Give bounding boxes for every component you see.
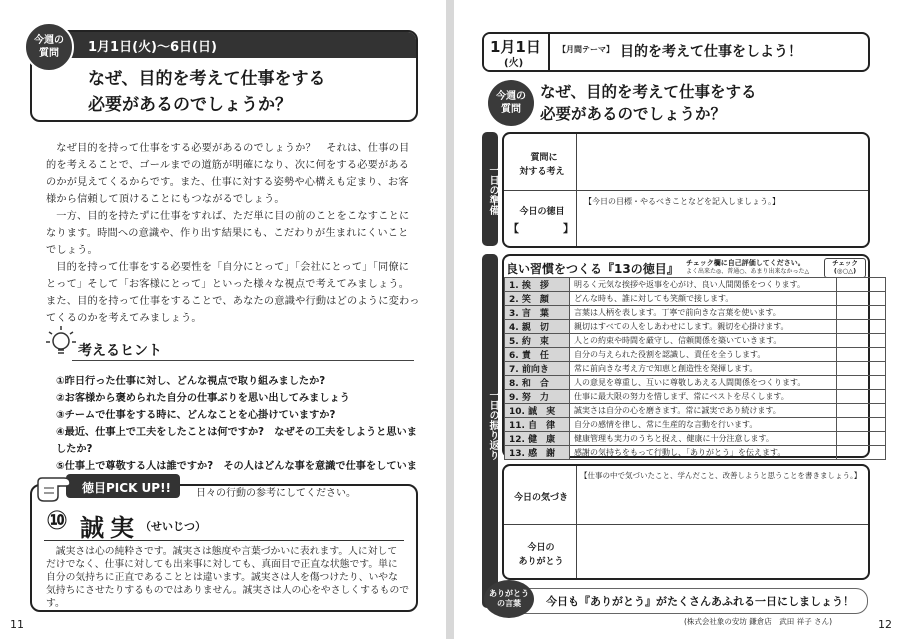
para-1-line: のかが見えてくるからです。また、仕事に対する姿勢や心構えも定まり、お客 (46, 177, 409, 188)
virtue-name-cell: 6. 責 任 (505, 348, 570, 362)
q-thoughts-label-1: 質問に (530, 153, 558, 163)
check-cell[interactable] (837, 292, 886, 306)
hint-item: ⑤仕事上で尊敬する人は誰ですか? その人はどんな事を意識で仕事をしていま (56, 461, 417, 472)
prep-divider (504, 190, 868, 191)
virtue-name-cell: 7. 前向き (505, 362, 570, 376)
table-row (505, 334, 886, 348)
table-row (505, 320, 886, 334)
virtue-name-cell: 5. 約 束 (505, 334, 570, 348)
table-row (505, 376, 886, 390)
table-row (505, 446, 886, 460)
check-cell[interactable] (837, 348, 886, 362)
para-3-line: とって」そして「お客様にとって」といった様々な視点で考えてみましょう。 (46, 279, 410, 290)
check-instruction-2: よく出来た◎、普通○、あまり出来なかった△ (686, 268, 810, 275)
question-line-2: 必要があるのでしょうか？ (540, 105, 727, 123)
virtue-text-line: 自分の気持ちに正直であることとは違います。誠実さは人を傷つけたり、いやな (46, 572, 398, 583)
check-cell[interactable] (837, 432, 886, 446)
virtue-desc-cell: 常に前向きな考え方で知恵と創造性を発揮します。 (570, 362, 837, 376)
check-cell[interactable] (837, 446, 886, 460)
virtue-name-cell: 2. 笑 顔 (505, 292, 570, 306)
today-virtue-brackets: 【 】 (508, 222, 574, 235)
table-row (505, 278, 886, 292)
right-page (454, 0, 900, 639)
virtue-desc-cell: 親切はすべての人をしあわせにします。親切を心掛けます。 (570, 320, 837, 334)
virtue-name-cell: 12. 健 康 (505, 432, 570, 446)
monthly-theme: 目的を考えて仕事をしよう！ (620, 44, 802, 60)
thanks-text: 今日も『ありがとう』がたくさんあふれる一日にしましょう！ (546, 595, 854, 608)
para-1-line: 的を考えることで、ゴールまでの道筋が明確になり、次に何をする必要がある (46, 160, 410, 171)
page-number-left: 11 (10, 618, 24, 631)
virtue-reading: （せいじつ） (140, 520, 206, 533)
credit: (株式会社象の安坊 鎌倉店 武田 祥子 さん) (684, 617, 833, 626)
virtue-text-line: 気持ちにさせたりするものではありません。誠実さは人の心をやさしくするもので (46, 585, 410, 596)
today-notice-label: 今日の気づき (513, 493, 568, 503)
virtue-number: ⑩ (46, 506, 69, 536)
check-cell[interactable] (837, 306, 886, 320)
virtue-desc-cell: 誠実さは自分の心を磨きます。常に誠実であり続けます。 (570, 404, 837, 418)
para-1-line: なぜ目的を持って仕事をする必要があるのでしょうか？ それは、仕事の目 (56, 143, 410, 154)
virtue-text (46, 545, 410, 610)
virtue-name-cell: 10. 誠 実 (505, 404, 570, 418)
body-text (46, 140, 420, 327)
hint-item: ①昨日行った仕事に対し、どんな視点で取り組みましたか? (56, 376, 326, 387)
para-2-line: でしょう。 (46, 245, 98, 256)
hint-item: ④最近、仕事上で工夫をしたことは何ですか? なぜその工夫をしようと思いましたか? (56, 427, 417, 455)
page-number-right: 12 (878, 618, 892, 631)
prep-label: 一日の準備 (487, 165, 498, 215)
virtue-desc-cell: 人の意見を尊重し、互いに尊敬しあえる人間関係をつくります。 (570, 376, 837, 390)
week-question-badge: 今週の質問 (24, 22, 74, 72)
pickup-note: 日々の行動の参考にしてください。 (196, 488, 356, 499)
date-day: (火) (504, 58, 524, 69)
question-line-1: なぜ、目的を考えて仕事をする (540, 83, 757, 101)
check-cell[interactable] (837, 376, 886, 390)
prep-box (502, 132, 870, 248)
hint-title: 考えるヒント (78, 343, 162, 359)
table-row (505, 362, 886, 376)
today-goal-note: 【今日の目標・やるべきことなどを記入しましょう。】 (584, 197, 780, 206)
virtue-desc-cell: 人との約束や時間を厳守し、信頼関係を築いていきます。 (570, 334, 837, 348)
pointing-hand-icon (34, 474, 78, 508)
check-cell[interactable] (837, 418, 886, 432)
virtue-name-cell: 9. 努 力 (505, 390, 570, 404)
virtue-desc-cell: 仕事に最大限の努力を惜しまず、常にベストを尽くします。 (570, 390, 837, 404)
virtue-desc-cell: 明るく元気な挨拶や返事を心がけ、良い人間関係をつくります。 (570, 278, 837, 292)
today-thanks-label-1: 今日の (527, 543, 555, 553)
virtue-desc-cell: 言葉は人柄を表します。丁寧で前向きな言葉を使います。 (570, 306, 837, 320)
table-row (505, 404, 886, 418)
para-3-line: 目的を持って仕事をする必要性を「自分にとって」「会社にとって」「同僚に (56, 262, 410, 273)
thanks-badge: ありがとうの言葉 (484, 580, 534, 618)
virtue-name-cell: 4. 親 切 (505, 320, 570, 334)
para-2-line: なります。時間への意識や、作り出す結果にも、こだわりが生まれにくいこと (46, 228, 409, 239)
review-label: 一日の振り返り (487, 390, 498, 460)
para-3-line: てくるのかを考えてみましょう。 (46, 313, 202, 324)
table-row (505, 418, 886, 432)
left-page (0, 0, 446, 639)
para-3-line: また、目的を持って仕事をすることで、あなたの意識や行動はどのように変わっ (46, 296, 420, 307)
virtue-name: 誠実 (80, 514, 140, 542)
check-cell[interactable] (837, 404, 886, 418)
virtue-name-rule (44, 540, 404, 541)
pickup-label: 徳目PICK UP!! (82, 481, 172, 495)
hint-title-rule (72, 360, 414, 361)
today-virtue-label: 今日の徳目 (519, 207, 565, 217)
virtue-desc-cell: 自分の与えられた役割を認識し、責任を全うします。 (570, 348, 837, 362)
date-main: 1月1日 (490, 38, 541, 56)
reflection-box (502, 464, 870, 580)
check-instruction-1: チェック欄に自己評価してください。 (686, 259, 805, 267)
virtue-name-cell: 11. 自 律 (505, 418, 570, 432)
check-cell[interactable] (837, 362, 886, 376)
check-cell[interactable] (837, 390, 886, 404)
today-notice-note: 【仕事の中で気づいたこと、学んだこと、改善しようと思うことを書きましょう。】 (580, 471, 862, 480)
question-header (30, 30, 418, 122)
virtue-text-line: す。 (46, 598, 65, 609)
virtues-table (504, 277, 886, 460)
virtue-desc-cell: 感謝の気持ちをもって行動し、「ありがとう」を伝えます。 (570, 446, 837, 460)
virtue-text-line: 誠実さは心の純粋さです。誠実さは態度や言葉づかいに表れます。人に対して (55, 546, 398, 557)
check-cell[interactable] (837, 320, 886, 334)
table-row (505, 306, 886, 320)
table-row (505, 390, 886, 404)
para-1-line: 様から信頼して頂けることにもつながるでしょう。 (46, 194, 285, 205)
date-range: 1月1日(火)～6日(日) (88, 40, 217, 55)
week-question-badge: 今週の質問 (488, 80, 534, 126)
virtue-desc-cell: 健康管理も実力のうちと捉え、健康に十分注意します。 (570, 432, 837, 446)
check-cell[interactable] (837, 278, 886, 292)
reflection-divider (504, 524, 868, 525)
question-line-2: 必要があるのでしょうか？ (88, 95, 292, 115)
virtue-desc-cell: どんな時も、誰に対しても笑顔で接します。 (570, 292, 837, 306)
table-row (505, 432, 886, 446)
table-row (505, 348, 886, 362)
check-header: チェック (832, 259, 858, 267)
date-header (482, 32, 870, 72)
habits-title: 良い習慣をつくる『13の徳目』 (506, 262, 679, 276)
para-2-line: 一方、目的を持たずに仕事をすれば、ただ単に目の前のことをこなすことに (56, 211, 410, 222)
hint-item: ②お客様から褒められた自分の仕事ぶりを思い出してみましょう (56, 393, 350, 404)
question-line-1: なぜ、目的を考えて仕事をする (88, 69, 326, 89)
table-row (505, 292, 886, 306)
virtue-name-cell: 8. 和 合 (505, 376, 570, 390)
virtue-name-cell: 1. 挨 拶 (505, 278, 570, 292)
virtue-name-cell: 3. 言 葉 (505, 306, 570, 320)
check-cell[interactable] (837, 334, 886, 348)
hint-item: ③チームで仕事をする時に、どんなことを心掛けていますか? (56, 410, 336, 421)
virtue-name-cell: 13. 感 謝 (505, 446, 570, 460)
check-symbols: (◎○△) (833, 267, 857, 275)
page-gutter (446, 0, 454, 639)
today-thanks-label-2: ありがとう (518, 557, 564, 567)
virtue-desc-cell: 自分の感情を律し、常に生産的な言動を行います。 (570, 418, 837, 432)
virtue-text-line: だけでなく、仕事に対しても出来事に対しても、真面目で正直な状態です。単に (46, 559, 398, 570)
monthly-theme-label: 【月間テーマ】 (558, 45, 614, 54)
q-thoughts-label-2: 対する考え (519, 167, 565, 177)
check-header-box (824, 258, 866, 278)
